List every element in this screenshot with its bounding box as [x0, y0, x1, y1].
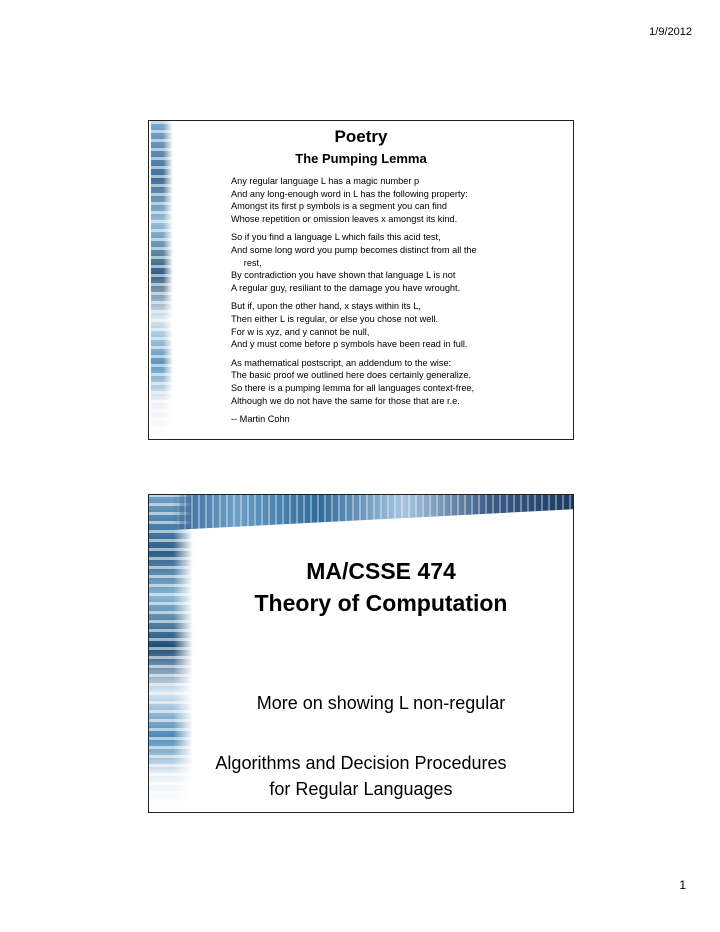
decorative-band [149, 495, 573, 529]
header-date: 1/9/2012 [649, 26, 692, 38]
poem-line: Any regular language L has a magic number p [231, 176, 420, 186]
poem-line: But if, upon the other hand, x stays within its L, [231, 301, 421, 312]
course-title-line: MA/CSSE 474 [306, 558, 456, 584]
course-title [189, 555, 573, 619]
poem-line: By contradiction you have shown that language L is not [231, 270, 456, 281]
poem-line: Then either L is regular, or else you chose not well. [231, 313, 439, 324]
poem-line: So there is a pumping lemma for all languages context-free, [231, 382, 475, 393]
poem-line: Amongst its first p symbols is a segment you can find [231, 201, 447, 212]
slide-subtitle: More on showing L non-regular [256, 693, 506, 713]
poem-line: So if you find a language L which fails this acid test, [231, 232, 441, 243]
poem-line: rest, [231, 257, 262, 268]
poem-line: As mathematical postscript, an addendum to the wise: [231, 357, 452, 368]
course-title-line: Theory of Computation [254, 590, 508, 616]
poem-stanza [231, 175, 561, 225]
poem-line: The basic proof we outlined here does certainly generalize. [231, 370, 472, 381]
poem-stanza [231, 300, 561, 350]
poem-line: And some long word you pump becomes distinct from all the [231, 244, 477, 255]
poem-stanza [231, 357, 561, 407]
poem-line: Whose repetition or omission leaves x amongst its kind. [231, 213, 458, 224]
slide-subtitle: The Pumping Lemma [295, 151, 427, 166]
slide-subtitle-2 [149, 750, 573, 802]
subtitle-line: Algorithms and Decision Procedures [215, 753, 507, 773]
poem-line: For w is xyz, and y cannot be null, [231, 326, 370, 337]
poem-line: And any long-enough word in L has the following property: [231, 188, 468, 199]
poem-attribution: -- Martin Cohn [231, 414, 290, 425]
poem-line: And y must come before p symbols have been read in full. [231, 339, 468, 350]
subtitle-line: for Regular Languages [269, 779, 453, 799]
poem-line: Although we do not have the same for those that are r.e. [231, 395, 460, 406]
page-number: 1 [679, 878, 686, 892]
poem-body [231, 175, 561, 432]
slide-poetry [148, 120, 574, 440]
poem-line: A regular guy, resiliant to the damage you have wrought. [231, 282, 461, 293]
poem-stanza [231, 231, 561, 294]
slide-title-page [148, 494, 574, 813]
decorative-strip [151, 121, 173, 439]
slide-title: Poetry [334, 127, 388, 146]
